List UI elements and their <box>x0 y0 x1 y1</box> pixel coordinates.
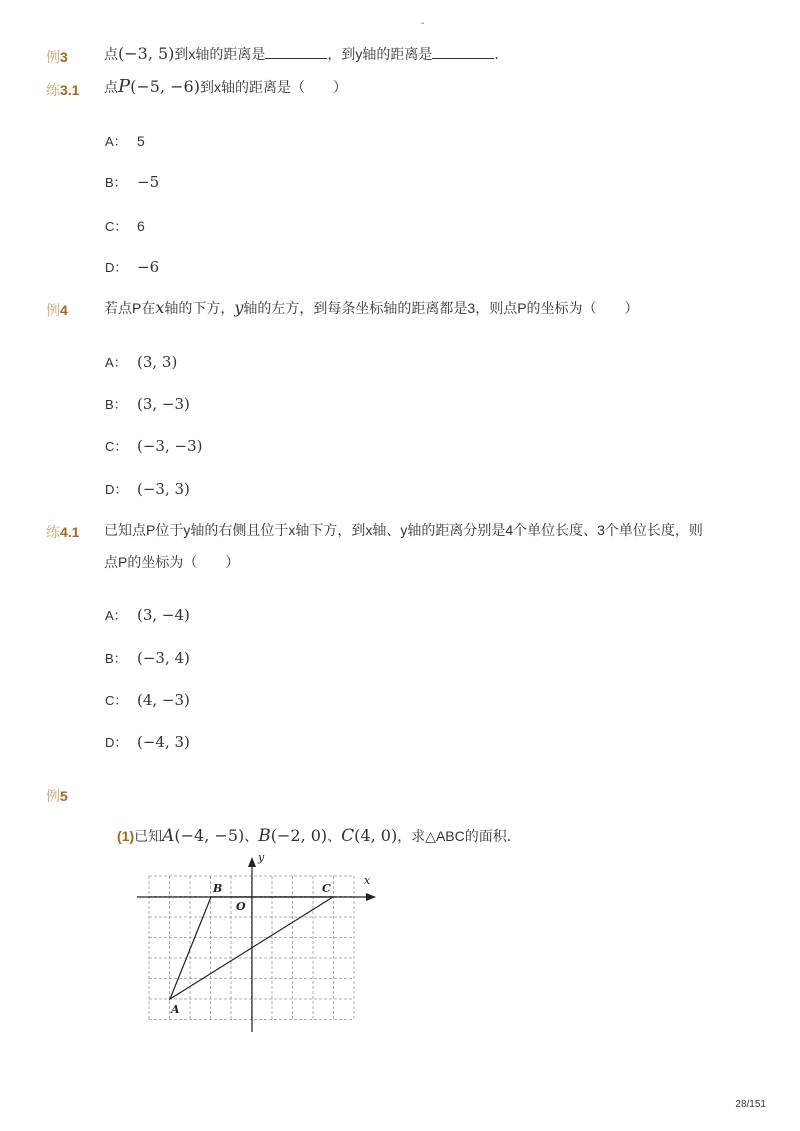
option-value: 5 <box>137 133 145 149</box>
option-value: (−3, 3) <box>137 480 190 498</box>
math-coordinate: (−4, −5) <box>174 826 245 845</box>
option-value: −5 <box>137 173 160 191</box>
tag-number: 3.1 <box>60 82 80 98</box>
math-coordinate: (−2, 0) <box>270 826 328 845</box>
option-label: C： <box>105 439 128 454</box>
math-coordinate: (−3, 5) <box>118 44 175 63</box>
y-axis-arrow-icon <box>248 857 256 867</box>
question-text: 轴的左方，到每条坐标轴的距离都是3，则点P的坐标为（ ） <box>243 300 639 316</box>
question-text: 到x轴的距离是（ ） <box>199 79 347 95</box>
option-value: −6 <box>137 258 160 276</box>
practice-4-1-question-line2: 点P的坐标为（ ） <box>104 554 240 570</box>
option-label: B： <box>105 397 127 412</box>
option-value: (3, −4) <box>137 606 190 624</box>
math-point-c: C <box>341 826 355 846</box>
option-label: B： <box>105 175 127 190</box>
math-point-a: A <box>162 826 175 846</box>
tag-number: 5 <box>60 788 68 804</box>
origin-label: O <box>236 900 246 913</box>
option-label: D： <box>105 260 128 275</box>
option-value: 6 <box>137 218 145 234</box>
question-text: 到x轴的距离是 <box>174 46 266 62</box>
y-axis-label: y <box>258 851 265 864</box>
header-mark: - <box>421 18 425 29</box>
option-label: A： <box>105 608 127 623</box>
tag-prefix: 练 <box>46 524 60 540</box>
separator: 、 <box>327 828 342 844</box>
question-text: 若点P在 <box>104 300 156 316</box>
option-value: (−3, −3) <box>137 437 203 455</box>
option-label: C： <box>105 219 128 234</box>
option-label: D： <box>105 735 128 750</box>
tag-number: 4 <box>60 302 68 318</box>
question-text: ，求△ABC的面积． <box>397 828 521 844</box>
tag-number: 4.1 <box>60 524 80 540</box>
x-axis-arrow-icon <box>366 893 376 901</box>
x-axis-label: x <box>364 874 371 887</box>
math-x: x <box>155 298 165 317</box>
tag-prefix: 练 <box>46 82 60 98</box>
option-value: (−4, 3) <box>137 733 190 751</box>
option-value: (4, −3) <box>137 691 190 709</box>
point-a-label: A <box>171 1003 180 1016</box>
question-text: 已知 <box>134 828 163 844</box>
tag-prefix: 例 <box>46 49 60 65</box>
math-coordinate: (−5, −6) <box>130 77 200 96</box>
option-label: B： <box>105 651 127 666</box>
option-label: A： <box>105 134 127 149</box>
question-text: 点 <box>104 79 118 95</box>
math-y: y <box>234 298 244 317</box>
tag-prefix: 例 <box>46 788 60 804</box>
math-coordinate: (4, 0) <box>354 826 398 845</box>
question-text: 轴的下方， <box>164 300 235 316</box>
option-label: A： <box>105 355 127 370</box>
option-value: (−3, 4) <box>137 649 190 667</box>
point-b-label: B <box>213 882 223 895</box>
math-point-b: B <box>258 826 271 846</box>
question-text: 点 <box>104 46 118 62</box>
option-value: (3, −3) <box>137 395 190 413</box>
question-text: ，到y轴的距离是 <box>327 46 433 62</box>
separator: 、 <box>244 828 259 844</box>
subquestion-number: (1) <box>117 828 135 844</box>
practice-4-1-question-line1: 已知点P位于y轴的右侧且位于x轴下方，到x轴、y轴的距离分别是4个单位长度、3个单位长度，则 <box>104 522 703 538</box>
option-value: (3, 3) <box>137 353 178 371</box>
option-label: C： <box>105 693 128 708</box>
tag-prefix: 例 <box>46 302 60 318</box>
question-text: ． <box>494 46 509 62</box>
math-point-p: P <box>118 76 131 97</box>
option-label: D： <box>105 482 128 497</box>
page-number: 28/151 <box>735 1099 766 1110</box>
tag-number: 3 <box>60 49 68 65</box>
point-c-label: C <box>322 882 331 895</box>
